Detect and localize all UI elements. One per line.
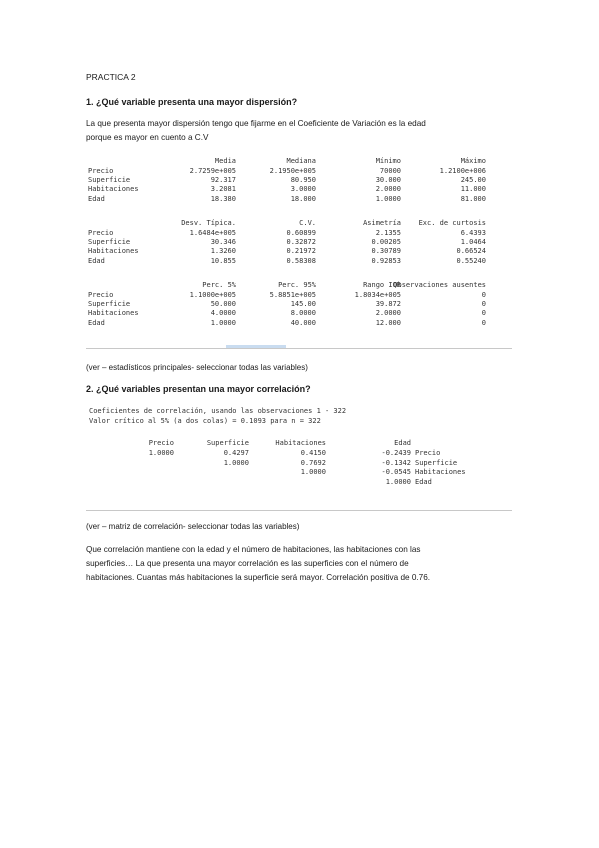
- stats-row-label: Superficie: [88, 300, 131, 309]
- answer-1: [86, 117, 516, 145]
- stats-row-label: Edad: [88, 318, 105, 327]
- stats-column-header: Rango IQR: [363, 281, 401, 289]
- corr-cell: -0.1342: [381, 458, 411, 467]
- stats-cell: 5.8851e+005: [269, 291, 316, 299]
- note-1: (ver – estadísticos principales- seleccionar todas las variables): [86, 363, 308, 372]
- page-title: PRACTICA 2: [86, 72, 136, 82]
- corr-column-header: Superficie: [206, 439, 249, 447]
- stats-column-header: Máximo: [460, 157, 486, 165]
- stats-row-label: Superficie: [88, 238, 131, 247]
- stats-cell: 6.4393: [460, 229, 486, 237]
- stats-row-label: Precio: [88, 229, 114, 237]
- stats-cell: 30.000: [375, 176, 401, 185]
- statistics-screenshot: [86, 155, 512, 350]
- stats-column-header: Perc. 5%: [202, 281, 236, 289]
- stats-cell: 2.1355: [375, 229, 401, 237]
- stats-cell: 0: [481, 291, 486, 299]
- corr-cell: -0.2439: [381, 449, 411, 457]
- stats-cell: 80.950: [290, 176, 316, 185]
- corr-header-line-2: Valor crítico al 5% (a dos colas) = 0.1093 para n = 322: [89, 417, 321, 425]
- stats-cell: 245.00: [460, 176, 486, 185]
- stats-column-header: Mediana: [286, 157, 316, 165]
- stats-cell: 0.32872: [286, 238, 316, 247]
- stats-column-header: Observaciones ausentes: [393, 281, 486, 289]
- stats-row-label: Superficie: [88, 176, 131, 185]
- corr-cell: -0.0545: [381, 468, 411, 476]
- note-2: (ver – matriz de correlación- seleccionar todas las variables): [86, 522, 300, 531]
- stats-cell: 50.000: [210, 300, 236, 309]
- answer-2: [86, 543, 516, 585]
- stats-cell: 18.000: [290, 194, 316, 203]
- corr-column-header: Habitaciones: [275, 439, 326, 447]
- stats-cell: 92.317: [210, 176, 236, 185]
- screenshot-divider: [86, 510, 512, 511]
- stats-row-label: Edad: [88, 194, 105, 203]
- stats-cell: 18.380: [210, 194, 236, 203]
- stats-row-label: Habitaciones: [88, 247, 139, 256]
- stats-cell: 0: [481, 300, 486, 309]
- corr-cell: 0.7692: [300, 458, 326, 467]
- stats-cell: 10.855: [210, 256, 236, 265]
- corr-header-line-1: Coeficientes de correlación, usando las observaciones 1 - 322: [89, 407, 347, 415]
- answer-2-line-3: habitaciones. Cuantas más habitaciones la superficie será mayor. Correlación positiva de 0.76.: [86, 573, 431, 582]
- stats-cell: 1.6484e+005: [189, 229, 236, 237]
- stats-column-header: Mínimo: [375, 157, 401, 165]
- stats-cell: 1.0000: [210, 318, 236, 327]
- stats-cell: 2.7259e+005: [189, 167, 236, 175]
- stats-cell: 11.000: [460, 185, 486, 194]
- stats-cell: 0.58308: [286, 256, 316, 265]
- stats-cell: 0: [481, 309, 486, 318]
- stats-column-header: Perc. 95%: [278, 281, 316, 289]
- stats-column-header: Desv. Típica.: [181, 219, 236, 227]
- stats-row-label: Edad: [88, 256, 105, 265]
- corr-cell: 1.0000: [300, 468, 326, 476]
- question-2: 2. ¿Qué variables presentan una mayor correlación?: [86, 384, 311, 394]
- stats-cell: 0: [481, 318, 486, 327]
- stats-cell: 1.8034e+005: [354, 291, 401, 299]
- answer-2-line-1: Que correlación mantiene con la edad y el número de habitaciones, las habitaciones con las: [86, 545, 421, 554]
- stats-cell: 0.60899: [286, 229, 316, 237]
- stats-cell: 1.3260: [210, 247, 236, 256]
- stats-cell: 145.00: [290, 300, 316, 309]
- corr-cell: 0.4297: [223, 449, 249, 457]
- stats-cell: 0.30789: [371, 247, 401, 256]
- stats-cell: 0.92853: [371, 256, 401, 265]
- stats-cell: 2.0000: [375, 185, 401, 194]
- correlation-screenshot: [86, 406, 512, 511]
- stats-column-header: Asimetría: [363, 219, 401, 227]
- stats-cell: 3.2081: [210, 185, 236, 194]
- stats-row-label: Habitaciones: [88, 185, 139, 194]
- stats-cell: 0.66524: [456, 247, 486, 256]
- stats-cell: 1.0000: [375, 194, 401, 203]
- corr-cell: 0.4150: [300, 449, 326, 457]
- stats-cell: 3.0000: [290, 185, 316, 194]
- corr-column-header: Edad: [394, 439, 411, 447]
- corr-cell: 1.0000: [223, 458, 249, 467]
- stats-row-label: Precio: [88, 167, 114, 175]
- corr-row-label: Superficie: [415, 458, 458, 467]
- stats-cell: 81.000: [460, 194, 486, 203]
- stats-cell: 0.55240: [456, 256, 486, 265]
- stats-column-header: C.V.: [299, 219, 316, 227]
- corr-cell: 1.0000: [148, 449, 174, 457]
- corr-cell: 1.0000: [385, 477, 411, 486]
- stats-cell: 40.000: [290, 318, 316, 327]
- answer-1-line-2: porque es mayor en cuento a C.V: [86, 133, 209, 142]
- answer-1-line-1: La que presenta mayor dispersión tengo que fijarme en el Coeficiente de Variación es la edad: [86, 119, 426, 128]
- stats-cell: 39.872: [375, 300, 401, 309]
- stats-column-header: Exc. de curtosis: [418, 219, 486, 227]
- stats-row-label: Habitaciones: [88, 309, 139, 318]
- stats-cell: 1.2100e+006: [439, 167, 486, 175]
- stats-cell: 0.00205: [371, 238, 401, 247]
- stats-cell: 30.346: [210, 238, 236, 247]
- corr-row-label: Edad: [415, 477, 432, 486]
- stats-cell: 2.1950e+005: [269, 167, 316, 175]
- corr-row-label: Habitaciones: [415, 468, 466, 476]
- question-1: 1. ¿Qué variable presenta una mayor dispersión?: [86, 97, 298, 107]
- screenshot-divider: [86, 348, 512, 349]
- stats-cell: 70000: [379, 167, 401, 175]
- stats-cell: 2.0000: [375, 309, 401, 318]
- stats-row-label: Precio: [88, 291, 114, 299]
- corr-row-label: Precio: [415, 449, 441, 457]
- stats-cell: 4.0000: [210, 309, 236, 318]
- stats-cell: 12.000: [375, 318, 401, 327]
- stats-cell: 0.21972: [286, 247, 316, 256]
- corr-column-header: Precio: [148, 439, 174, 447]
- stats-cell: 1.1000e+005: [189, 291, 236, 299]
- stats-cell: 1.0464: [460, 238, 486, 247]
- stats-cell: 8.0000: [290, 309, 316, 318]
- answer-2-line-2: superficies… La que presenta una mayor correlación es las superficies con el número de: [86, 559, 409, 568]
- stats-column-header: Media: [214, 157, 236, 165]
